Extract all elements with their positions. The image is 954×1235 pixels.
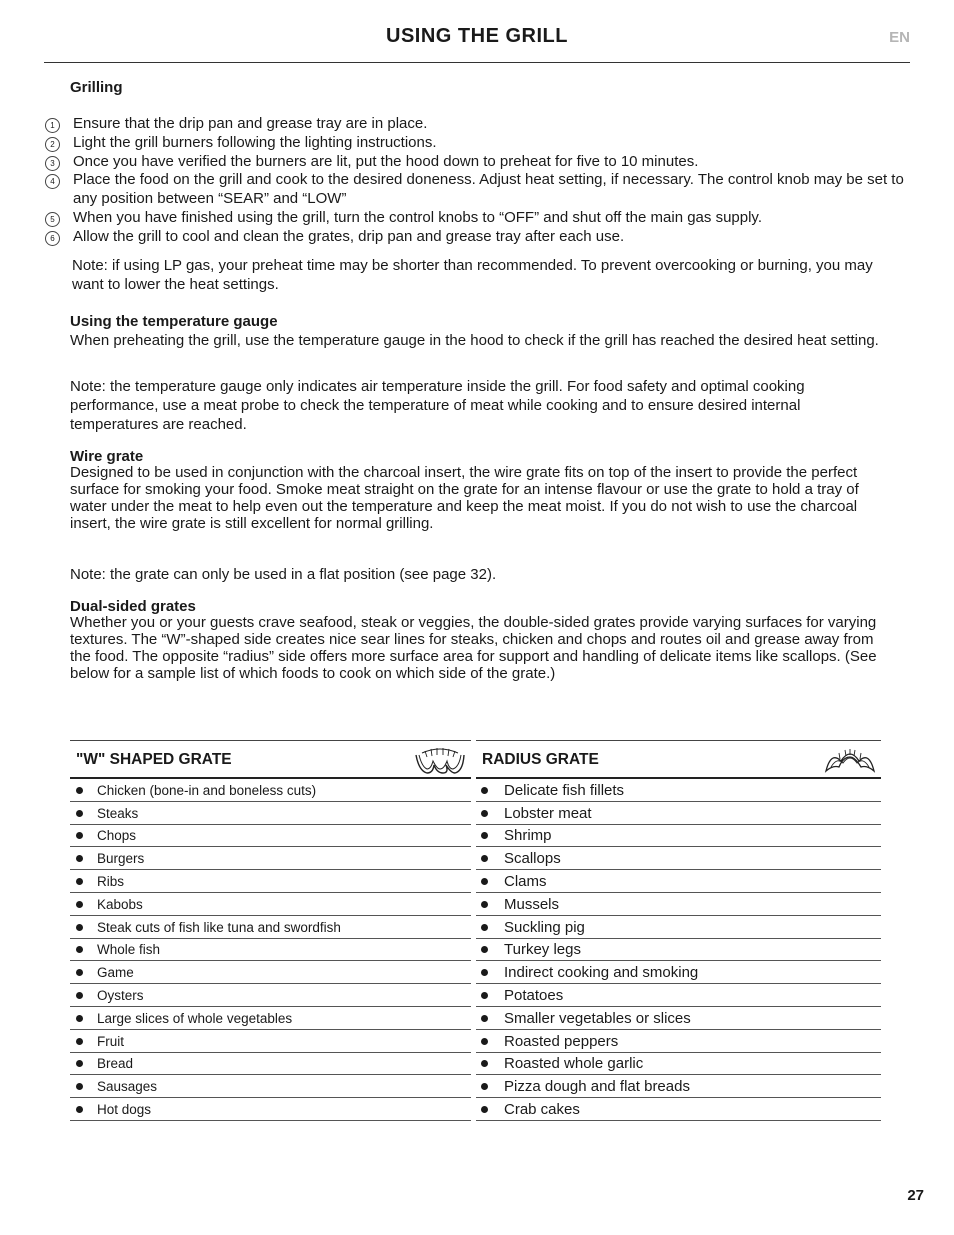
bullet-icon bbox=[76, 1038, 83, 1045]
list-item bbox=[70, 1031, 471, 1053]
list-item-label: Lobster meat bbox=[504, 804, 592, 822]
list-item bbox=[476, 962, 881, 984]
bullet-icon bbox=[76, 992, 83, 999]
bullet-icon bbox=[76, 924, 83, 931]
w-grate-icon bbox=[413, 743, 467, 782]
step-item bbox=[44, 153, 904, 172]
list-item bbox=[70, 985, 471, 1007]
step-text: When you have finished using the grill, turn the control knobs to “OFF” and shut off the main gas supply. bbox=[73, 208, 762, 226]
bullet-icon bbox=[76, 901, 83, 908]
w-grate-table bbox=[70, 740, 471, 1121]
list-item bbox=[70, 1053, 471, 1075]
step-text: Once you have verified the burners are lit, put the hood down to preheat for five to 10 minutes. bbox=[73, 152, 699, 170]
list-item-label: Chicken (bone-in and boneless cuts) bbox=[97, 782, 317, 798]
bullet-icon bbox=[76, 1015, 83, 1022]
step-item bbox=[44, 134, 904, 153]
list-item-label: Oysters bbox=[97, 987, 144, 1003]
dual-sided-heading: Dual-sided grates bbox=[70, 598, 196, 615]
list-item-label: Crab cakes bbox=[504, 1100, 580, 1118]
list-item bbox=[70, 917, 471, 939]
temperature-gauge-heading: Using the temperature gauge bbox=[70, 313, 278, 330]
bullet-icon bbox=[76, 1060, 83, 1067]
page-number: 27 bbox=[907, 1187, 924, 1204]
list-item bbox=[70, 1008, 471, 1030]
bullet-icon bbox=[481, 1060, 488, 1067]
list-item-label: Potatoes bbox=[504, 986, 564, 1004]
list-item-label: Whole fish bbox=[97, 942, 161, 958]
bullet-icon bbox=[481, 1015, 488, 1022]
list-item bbox=[70, 939, 471, 961]
list-item-label: Clams bbox=[504, 872, 547, 890]
radius-grate-header bbox=[476, 740, 881, 779]
step-number-icon: 2 bbox=[45, 137, 60, 152]
list-item bbox=[70, 962, 471, 984]
list-item bbox=[476, 803, 881, 825]
radius-grate-title: RADIUS GRATE bbox=[482, 751, 599, 768]
list-item-label: Kabobs bbox=[97, 896, 143, 912]
step-number-icon: 6 bbox=[45, 231, 60, 246]
bullet-icon bbox=[481, 1038, 488, 1045]
list-item bbox=[476, 848, 881, 870]
list-item bbox=[476, 985, 881, 1007]
bullet-icon bbox=[481, 969, 488, 976]
list-item-label: Steaks bbox=[97, 805, 139, 821]
bullet-icon bbox=[481, 1106, 488, 1113]
radius-grate-table bbox=[476, 740, 881, 1121]
radius-grate-icon bbox=[823, 743, 877, 782]
bullet-icon bbox=[76, 969, 83, 976]
step-item bbox=[44, 115, 904, 134]
list-item bbox=[476, 1053, 881, 1075]
wire-grate-body: Designed to be used in conjunction with the charcoal insert, the wire grate fits on top of the insert to provide the perfect surface for smoking your food. Smoke meat straight on the grate for an intense flavour or use the grate to hold a tray of water under the meat to help even out the temperature and keep the meat moist. If you do not wish to use the charcoal insert, the wire grate is still excellent for normal grilling. bbox=[70, 464, 859, 532]
list-item bbox=[476, 939, 881, 961]
step-number-icon: 1 bbox=[45, 118, 60, 133]
list-item-label: Sausages bbox=[97, 1079, 158, 1095]
step-text: Light the grill burners following the lighting instructions. bbox=[73, 133, 437, 151]
temperature-gauge-body: When preheating the grill, use the temperature gauge in the hood to check if the grill has reached the desired heat setting. bbox=[70, 332, 879, 349]
list-item-label: Smaller vegetables or slices bbox=[504, 1009, 691, 1027]
w-grate-header bbox=[70, 740, 471, 779]
lp-gas-note: Note: if using LP gas, your preheat time may be shorter than recommended. To prevent overcooking or burning, you may want to lower the heat settings. bbox=[72, 257, 873, 293]
bullet-icon bbox=[481, 1083, 488, 1090]
step-item bbox=[44, 209, 904, 228]
list-item-label: Mussels bbox=[504, 895, 560, 913]
bullet-icon bbox=[481, 832, 488, 839]
list-item-label: Shrimp bbox=[504, 827, 552, 845]
wire-grate-heading: Wire grate bbox=[70, 448, 144, 465]
bullet-icon bbox=[481, 924, 488, 931]
list-item-label: Hot dogs bbox=[97, 1101, 152, 1117]
list-item-label: Pizza dough and flat breads bbox=[504, 1078, 690, 1096]
step-item bbox=[44, 171, 904, 209]
list-item-label: Indirect cooking and smoking bbox=[504, 964, 699, 982]
list-item-label: Ribs bbox=[97, 873, 125, 889]
w-grate-title: "W" SHAPED GRATE bbox=[76, 751, 232, 768]
list-item-label: Burgers bbox=[97, 851, 145, 867]
bullet-icon bbox=[481, 787, 488, 794]
list-item-label: Bread bbox=[97, 1056, 134, 1072]
list-item-label: Delicate fish fillets bbox=[504, 781, 625, 799]
list-item-label: Roasted peppers bbox=[504, 1032, 619, 1050]
list-item-label: Roasted whole garlic bbox=[504, 1055, 644, 1073]
grilling-steps bbox=[44, 115, 904, 247]
list-item bbox=[476, 1076, 881, 1098]
list-item bbox=[476, 780, 881, 802]
list-item bbox=[70, 825, 471, 847]
list-item bbox=[70, 1099, 471, 1121]
list-item bbox=[476, 825, 881, 847]
list-item-label: Game bbox=[97, 965, 134, 981]
page-title: USING THE GRILL bbox=[386, 25, 568, 47]
bullet-icon bbox=[481, 992, 488, 999]
bullet-icon bbox=[76, 1106, 83, 1113]
bullet-icon bbox=[76, 787, 83, 794]
bullet-icon bbox=[481, 946, 488, 953]
language-label: EN bbox=[889, 29, 910, 46]
step-item bbox=[44, 228, 904, 247]
bullet-icon bbox=[76, 1083, 83, 1090]
list-item bbox=[476, 871, 881, 893]
step-text: Ensure that the drip pan and grease tray are in place. bbox=[73, 115, 428, 132]
list-item bbox=[476, 1099, 881, 1121]
list-item-label: Large slices of whole vegetables bbox=[97, 1010, 293, 1026]
dual-sided-body: Whether you or your guests crave seafood, steak or veggies, the double-sided grates provide varying surfaces for varying textures. The “W”-shaped side creates nice sear lines for steaks, chicken and chops and routes oil and grease away from the food. The opposite “radius” side offers more surface area for support and handling of delicate items like scallops. (See below for a sample list of which foods to cook on which side of the grate.) bbox=[70, 614, 877, 682]
grilling-heading: Grilling bbox=[70, 79, 123, 96]
list-item-label: Steak cuts of fish like tuna and swordfish bbox=[97, 919, 341, 935]
list-item bbox=[476, 894, 881, 916]
list-item-label: Turkey legs bbox=[504, 941, 581, 959]
bullet-icon bbox=[76, 878, 83, 885]
wire-grate-note: Note: the grate can only be used in a flat position (see page 32). bbox=[70, 566, 497, 583]
list-item bbox=[70, 848, 471, 870]
bullet-icon bbox=[481, 810, 488, 817]
list-item bbox=[476, 917, 881, 939]
bullet-icon bbox=[76, 810, 83, 817]
step-text: Allow the grill to cool and clean the grates, drip pan and grease tray after each use. bbox=[73, 227, 625, 245]
list-item-label: Suckling pig bbox=[504, 918, 585, 936]
step-number-icon: 3 bbox=[45, 156, 60, 171]
bullet-icon bbox=[481, 878, 488, 885]
list-item-label: Chops bbox=[97, 828, 137, 844]
list-item bbox=[70, 780, 471, 802]
bullet-icon bbox=[481, 901, 488, 908]
list-item-label: Fruit bbox=[97, 1033, 124, 1049]
temperature-gauge-note: Note: the temperature gauge only indicates air temperature inside the grill. For food safety and optimal cooking performance, use a meat probe to check the temperature of meat while cooking and to ensure desired internal temperatures are reached. bbox=[70, 378, 805, 433]
bullet-icon bbox=[76, 855, 83, 862]
list-item bbox=[70, 1076, 471, 1098]
header-divider bbox=[44, 62, 910, 63]
bullet-icon bbox=[481, 855, 488, 862]
step-number-icon: 4 bbox=[45, 174, 60, 189]
bullet-icon bbox=[76, 946, 83, 953]
list-item bbox=[70, 871, 471, 893]
list-item bbox=[70, 894, 471, 916]
step-number-icon: 5 bbox=[45, 212, 60, 227]
list-item bbox=[476, 1008, 881, 1030]
list-item bbox=[70, 803, 471, 825]
list-item bbox=[476, 1031, 881, 1053]
bullet-icon bbox=[76, 832, 83, 839]
list-item-label: Scallops bbox=[504, 850, 561, 868]
step-text: Place the food on the grill and cook to the desired doneness. Adjust heat setting, if necessary. The control knob may be set to any position between “SEAR” and “LOW” bbox=[73, 171, 904, 208]
